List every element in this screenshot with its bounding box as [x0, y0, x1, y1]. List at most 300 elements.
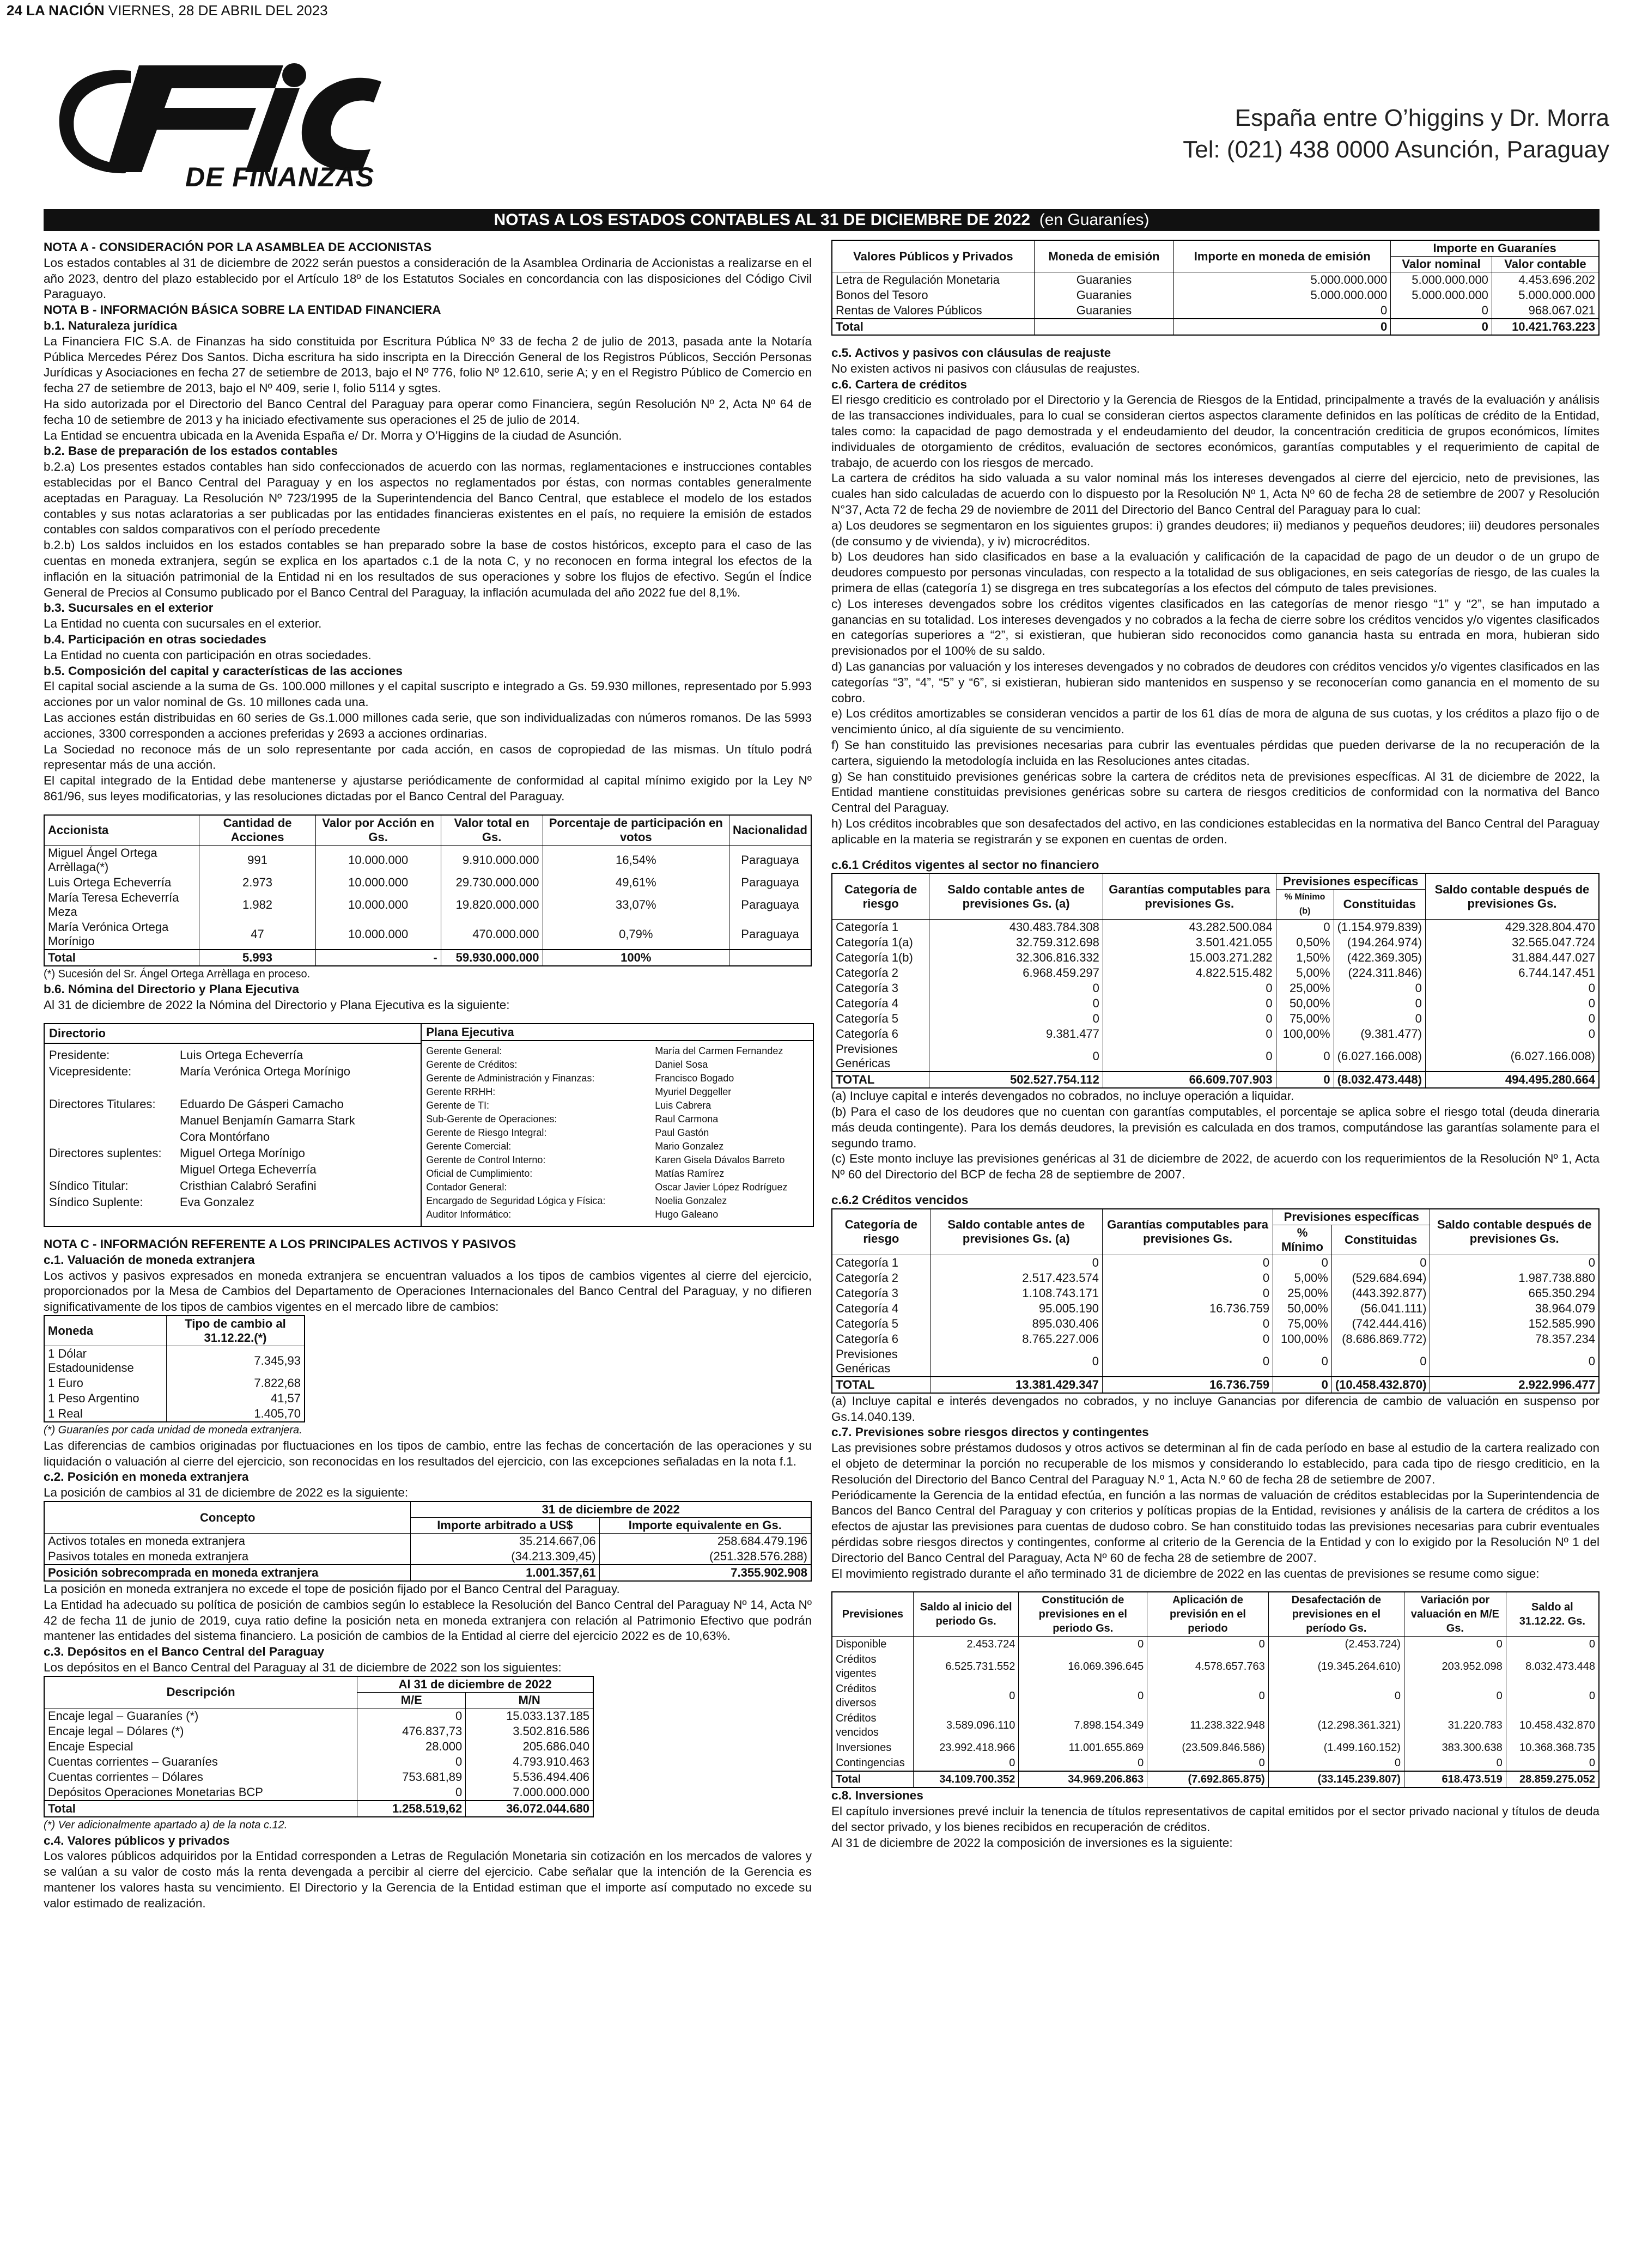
paragraph: La Entidad no cuenta con participación en otras sociedades.	[44, 648, 372, 662]
table-header: Previsiones específicas	[1273, 1209, 1430, 1225]
table-row	[832, 1331, 1599, 1347]
table-cell: 430.483.784.308	[929, 920, 1103, 935]
table-cell: 32.306.816.332	[929, 950, 1103, 965]
table-cell: 16,54%	[543, 845, 729, 875]
table-cell: (251.328.576.288)	[599, 1549, 811, 1565]
table-cell: 0,50%	[1276, 935, 1334, 950]
table-cell: 16.736.759	[1102, 1301, 1273, 1316]
subsection-heading: c.8. Inversiones	[831, 1789, 923, 1803]
table-row	[44, 1376, 305, 1391]
board-list	[45, 1024, 422, 1226]
table-row	[832, 1637, 1599, 1652]
table-cell: 0	[1391, 319, 1492, 335]
table-row	[832, 1740, 1599, 1755]
table-header: Previsiones	[832, 1592, 913, 1637]
paragraph: Periódicamente la Gerencia de la entidad efectúa, en función a las normas de valuación de créditos establecidas por la Superintendencia de Bancos del Banco Central del Paraguay y con criterios y políticas propias de la Entidad, revisiones y análisis de la cartera de créditos a los efectos de ajustar las previsiones para cuentas de dudoso cobro. Se han constituido todas las previsiones necesarias para cubrir eventuales pérdidas sobre riesgos directos y contingentes, conforme al criterio de la Gerencia de la Entidad y con lo exigido por la Resolución Nº 1 del Directorio del Banco Central del Paraguay, Acta Nº 60 de fecha 28 de setiembre de 2007.	[831, 1488, 1600, 1565]
table-cell: 5.993	[199, 950, 315, 966]
table-cell: 0	[929, 996, 1103, 1011]
table-cell: 47	[199, 920, 315, 950]
paragraph: a) Los deudores se segmentaron en los siguientes grupos: i) grandes deudores; ii) medianos y pequeños deudores; iii) deudores personales (de consumo y de vivienda), y iv) microcréditos.	[831, 518, 1600, 548]
table-cell: 0	[1268, 1681, 1404, 1711]
table-row	[832, 1347, 1599, 1377]
table-cell: 32.565.047.724	[1425, 935, 1599, 950]
table-cell: Paraguaya	[729, 875, 811, 890]
table-cell: 0	[930, 1255, 1102, 1270]
table-cell: 0	[930, 1347, 1102, 1377]
table-header: Garantías computables para previsiones Gs.	[1102, 1209, 1273, 1255]
table-cell: (12.298.361.321)	[1268, 1711, 1404, 1740]
table-header: M/E	[357, 1692, 466, 1708]
table-header: Moneda	[44, 1316, 166, 1346]
roster-role	[49, 1129, 180, 1145]
table-cell: 0	[1334, 996, 1425, 1011]
paper-name: LA NACIÓN	[26, 2, 105, 19]
table-header-row	[832, 873, 1599, 890]
table-cell	[729, 950, 811, 966]
roster-person: Cristhian Calabró Serafini	[180, 1179, 317, 1193]
table-cell: 9.381.477	[929, 1026, 1103, 1042]
executive-list	[422, 1024, 813, 1226]
table-cell: 66.609.707.903	[1103, 1072, 1276, 1088]
table-row	[44, 1534, 811, 1549]
table-cell: Pasivos totales en moneda extranjera	[44, 1549, 411, 1565]
shareholders-table	[44, 814, 812, 966]
table-cell: Créditos vigentes	[832, 1652, 913, 1681]
table-cell: Categoría 1	[832, 1255, 930, 1270]
table-cell: 1.405,70	[166, 1406, 305, 1422]
table-cell: 0	[1019, 1755, 1147, 1771]
address-line: España entre O’higgins y Dr. Morra	[1234, 105, 1609, 131]
paragraph: Las diferencias de cambios originadas por fluctuaciones en los tipos de cambio, entre las fechas de concertación de las operaciones y su liquidación o valuación al cierre del ejercicio, son reconocidas en los resultados del ejercicio, con las excepciones señaladas en la nota f.1.	[44, 1438, 812, 1468]
roster-role: Síndico Titular:	[49, 1179, 129, 1193]
subsection-heading: b.5. Composición del capital y características de las acciones	[44, 664, 403, 678]
roster-person: Miguel Ortega Morínigo	[180, 1146, 305, 1160]
table-cell: 0	[1102, 1270, 1273, 1286]
table-cell: Previsiones Genéricas	[832, 1347, 930, 1377]
spacer	[44, 1227, 812, 1237]
subsection-heading: b.6. Nómina del Directorio y Plana Ejecutiva	[44, 982, 299, 996]
subsection-heading: b.1. Naturaleza jurídica	[44, 318, 178, 332]
paragraph: e) Los créditos amortizables se consideran vencidos a partir de los 61 días de mora de alguna de sus cuotas, y los créditos a plazo fijo o de vencimiento único, al día siguiente de su vencimiento.	[831, 707, 1600, 737]
table-cell: Encaje legal – Guaraníes (*)	[44, 1708, 357, 1724]
table-cell: 0	[357, 1754, 466, 1770]
table-row	[832, 950, 1599, 965]
table-cell: 0	[913, 1681, 1018, 1711]
table-cell: 0	[1103, 1026, 1276, 1042]
table-header: Saldo al inicio del periodo Gs.	[913, 1592, 1018, 1637]
table-cell: 75,00%	[1276, 1011, 1334, 1026]
spacer	[44, 1013, 812, 1023]
roster-role: Gerente de Riesgo Integral:	[426, 1127, 547, 1139]
table-header: Descripción	[44, 1676, 357, 1708]
table-cell: Categoría 1	[832, 920, 929, 935]
table-cell: (9.381.477)	[1334, 1026, 1425, 1042]
roster-row	[49, 1112, 416, 1129]
paragraph: La posición de cambios al 31 de diciembre de 2022 es la siguiente:	[44, 1486, 409, 1500]
roster-row	[49, 1080, 416, 1096]
roster-row	[426, 1181, 808, 1194]
paragraph: Los estados contables al 31 de diciembre de 2022 serán puestos a consideración de la Asamblea Ordinaria de Accionistas a realizarse en el año 2023, dentro del plazo establecido por el Artículo 18º de los Estatutos Sociales en concordancia con las disposiciones del Código Civil Paraguayo.	[44, 256, 812, 301]
table-row	[832, 965, 1599, 981]
roster-person: María Verónica Ortega Morínigo	[180, 1065, 351, 1079]
page-header	[7, 2, 328, 19]
table-header: Garantías computables para previsiones Gs.	[1103, 873, 1276, 920]
roster-person: Mario Gonzalez	[655, 1141, 724, 1152]
roster-role: Vicepresidente:	[49, 1065, 132, 1079]
table-cell: 1 Euro	[44, 1376, 166, 1391]
table-header-row	[832, 1592, 1599, 1637]
table-cell: 35.214.667,06	[411, 1534, 599, 1549]
table-cell: (34.213.309,45)	[411, 1549, 599, 1565]
roster-row	[426, 1072, 808, 1085]
executive-heading: Plana Ejecutiva	[422, 1024, 813, 1041]
table-row	[832, 1026, 1599, 1042]
table-total-row	[44, 950, 811, 966]
title-banner	[44, 209, 1600, 231]
table-total-row	[832, 319, 1599, 335]
paragraph: g) Se han constituido previsiones genéricas sobre la cartera de créditos neta de previsiones específicas. Al 31 de diciembre de 2022, la Entidad mantiene constituidas previsiones genéricas sobre su cartera de riesgos crediticios de conformidad con la normativa del Banco Central del Paraguay.	[831, 769, 1600, 815]
table-cell: 494.495.280.664	[1425, 1072, 1599, 1088]
table-header: Accionista	[44, 815, 199, 846]
roster-row	[426, 1044, 808, 1058]
table-row	[832, 1652, 1599, 1681]
table-cell: 203.952.098	[1404, 1652, 1506, 1681]
table-cell: Guaranies	[1034, 288, 1173, 303]
table-footnote: (*) Ver adicionalmente apartado a) de la nota c.12.	[44, 1819, 288, 1831]
table-cell: 0	[929, 1042, 1103, 1072]
table-total-row	[44, 1565, 811, 1581]
table-header: Al 31 de diciembre de 2022	[357, 1676, 593, 1693]
subsection-heading: c.6.1 Créditos vigentes al sector no financiero	[831, 858, 1099, 872]
table-header: Saldo contable después de previsiones Gs.	[1425, 873, 1599, 920]
table-cell: (224.311.846)	[1334, 965, 1425, 981]
roster-person: Karen Gisela Dávalos Barreto	[655, 1154, 785, 1166]
spacer	[831, 1582, 1600, 1591]
paragraph: El capítulo inversiones prevé incluir la tenencia de títulos representativos de capital emitidos por el sector privado nacional y títulos de deuda del sector privado, y los bienes recibidos en recuperación de créditos.	[831, 1804, 1600, 1834]
table-cell: -	[315, 950, 441, 966]
subsection-heading: c.6.2 Créditos vencidos	[831, 1193, 969, 1207]
subsection-heading: c.4. Valores públicos y privados	[44, 1833, 230, 1847]
table-cell: 0	[1147, 1681, 1269, 1711]
table-cell: 618.473.519	[1404, 1771, 1506, 1787]
paragraph: Ha sido autorizada por el Directorio del Banco Central del Paraguay para operar como Financiera, según Resolución Nº 2, Acta Nº 64 de fecha 10 de setiembre de 2013 y ha iniciado efectivamente sus operaciones el 25 de julio de 2014.	[44, 397, 812, 427]
table-footnote: (a) Incluye capital e interés devengados no cobrados, no incluye operación a liquidar.	[831, 1089, 1294, 1103]
table-cell: 205.686.040	[466, 1739, 593, 1754]
roster-role	[49, 1112, 180, 1129]
table-cell: 0	[929, 981, 1103, 996]
roster-row	[426, 1126, 808, 1140]
table-header-row	[832, 1209, 1599, 1225]
table-cell: 753.681,89	[357, 1770, 466, 1785]
current-loans-table	[831, 873, 1600, 1089]
table-cell: 0	[1273, 1377, 1332, 1393]
table-cell: 0	[1425, 981, 1599, 996]
paragraph: Las previsiones sobre préstamos dudosos y otros activos se determinan al fin de cada período en base al estudio de la cartera realizado con el objeto de determinar la porción no recuperable de los mismos y considerando lo establecido, para cada tipo de riesgo crediticio, en la Resolución del Directorio del Banco Central del Paraguay N.º 1, Acta N.º 60 de fecha 28 de setiembre de 2007.	[831, 1441, 1600, 1486]
table-cell: 968.067.021	[1492, 303, 1599, 319]
table-row	[832, 1755, 1599, 1771]
table-cell: Posición sobrecomprada en moneda extranjera	[44, 1565, 411, 1581]
table-cell: 11.001.655.869	[1019, 1740, 1147, 1755]
table-cell: 10.000.000	[315, 890, 441, 920]
table-cell: 6.744.147.451	[1425, 965, 1599, 981]
table-cell: 0	[1102, 1255, 1273, 1270]
table-cell: 33,07%	[543, 890, 729, 920]
table-cell: 895.030.406	[930, 1316, 1102, 1331]
table-cell: 0	[1102, 1331, 1273, 1347]
spacer	[831, 848, 1600, 858]
subsection-heading: c.5. Activos y pasivos con cláusulas de reajuste	[831, 346, 1111, 360]
table-cell: (33.145.239.807)	[1268, 1771, 1404, 1787]
table-cell: 0	[1331, 1347, 1430, 1377]
table-cell: Depósitos Operaciones Monetarias BCP	[44, 1785, 357, 1801]
table-header: Categoría de riesgo	[832, 1209, 930, 1255]
table-cell: 3.589.096.110	[913, 1711, 1018, 1740]
table-row	[832, 1042, 1599, 1072]
table-cell: 0	[1103, 996, 1276, 1011]
table-cell: 4.578.657.763	[1147, 1652, 1269, 1681]
roster-person: Matías Ramírez	[655, 1168, 725, 1179]
table-cell: 0	[1102, 1286, 1273, 1301]
subsection-heading: b.2. Base de preparación de los estados contables	[44, 444, 338, 458]
roster-row	[49, 1063, 416, 1080]
table-cell: Categoría 3	[832, 981, 929, 996]
table-cell: 0	[1147, 1755, 1269, 1771]
table-cell: 9.910.000.000	[441, 845, 543, 875]
table-cell: 10.458.432.870	[1506, 1711, 1599, 1740]
table-cell: 10.000.000	[315, 920, 441, 950]
table-cell: 10.000.000	[315, 845, 441, 875]
paragraph: La Financiera FIC S.A. de Finanzas ha sido constituida por Escritura Pública Nº 33 de fecha 2 de julio de 2013, pasada ante la Notaría Pública Mercedes Pérez Dos Santos. Dicha escritura ha sido inscripta en la Dirección General de los Registros Públicos, Sección Personas Jurídicas y Asociaciones en fecha 27 de setiembre de 2013, bajo el Nº 776, folio Nº 12.610, serie A; y en el Registro Público de Comercio en fecha 27 de setiembre de 2013, bajo el Nº 409, serie I, folio 5114 y sgtes.	[44, 334, 812, 396]
table-header: Importe en moneda de emisión	[1174, 240, 1391, 272]
roster-row	[49, 1162, 416, 1178]
table-cell: 1.982	[199, 890, 315, 920]
table-cell: 0	[1404, 1755, 1506, 1771]
roster-row	[49, 1047, 416, 1063]
roster-row	[49, 1145, 416, 1162]
table-cell: 0	[1019, 1637, 1147, 1652]
table-cell: 0	[1174, 303, 1391, 319]
table-row	[832, 1301, 1599, 1316]
table-cell: (10.458.432.870)	[1331, 1377, 1430, 1393]
paragraph: La posición en moneda extranjera no excede el tope de posición fijado por el Banco Central del Paraguay.	[44, 1582, 620, 1596]
paragraph: c) Los intereses devengados sobre los créditos vigentes clasificados en las categorías de menor riesgo “1” y “2”, se han imputado a ganancias en su totalidad. Los intereses devengados y no cobrados a la fecha de cierre sobre los créditos vencidos y/o vigentes clasificados en categorías superiores a “2”, si existieran, que hubieran sido reconocidos como ganancia hasta su entrada en mora, hubieran sido previsionados por el 100% de su saldo.	[831, 597, 1600, 658]
table-body	[832, 272, 1599, 319]
table-cell: 50,00%	[1273, 1301, 1332, 1316]
table-cell: 2.517.423.574	[930, 1270, 1102, 1286]
table-cell: 0	[1103, 1011, 1276, 1026]
table-body	[832, 1255, 1599, 1377]
table-cell: TOTAL	[832, 1377, 930, 1393]
paragraph: Los valores públicos adquiridos por la Entidad corresponden a Letras de Regulación Monetaria sin cotización en los mercados de valores y se valúan a su valor de costo más la renta devengada a percibir al cierre del ejercicio. Cabe señalar que la intención de la Gerencia es mantener los valores hasta su vencimiento. El Directorio y la Gerencia de la Entidad estiman que el importe así computado no excede su valor estimado de realización.	[44, 1849, 812, 1910]
table-header-row	[832, 240, 1599, 257]
roster-person: Oscar Javier López Rodríguez	[655, 1182, 788, 1193]
table-cell: 7.898.154.349	[1019, 1711, 1147, 1740]
subsection-heading: b.4. Participación en otras sociedades	[44, 632, 266, 646]
roster-row	[426, 1099, 808, 1112]
table-cell: 8.032.473.448	[1506, 1652, 1599, 1681]
table-cell: 78.357.234	[1430, 1331, 1599, 1347]
table-cell: 10.421.763.223	[1492, 319, 1599, 335]
subsection-heading: c.7. Previsiones sobre riesgos directos y contingentes	[831, 1425, 1149, 1439]
paragraph: El movimiento registrado durante el año terminado 31 de diciembre de 2022 en las cuentas de previsiones se resume como sigue:	[831, 1566, 1540, 1580]
table-cell: 0	[929, 1011, 1103, 1026]
table-cell: 5.000.000.000	[1391, 272, 1492, 288]
table-cell: Categoría 2	[832, 965, 929, 981]
table-row	[44, 1346, 305, 1376]
roster-row	[426, 1194, 808, 1208]
table-cell: 6.968.459.297	[929, 965, 1103, 981]
roster-row	[49, 1129, 416, 1145]
table-cell: 0	[1273, 1347, 1332, 1377]
roster-person: Hugo Galeano	[655, 1209, 719, 1220]
roster-role: Síndico Suplente:	[49, 1195, 143, 1209]
logo-tagline: DE FINANZAS	[185, 162, 375, 192]
table-cell: 991	[199, 845, 315, 875]
spacer	[831, 1183, 1600, 1193]
table-cell: Guaranies	[1034, 303, 1173, 319]
table-cell: 1,50%	[1276, 950, 1334, 965]
table-cell: 1.001.357,61	[411, 1565, 599, 1581]
table-cell: Paraguaya	[729, 920, 811, 950]
table-header: Porcentaje de participación en votos	[543, 815, 729, 846]
table-row	[44, 1739, 593, 1754]
paragraph: La Entidad ha adecuado su política de posición de cambios según lo establece la Resolución del Banco Central del Paraguay Nº 14, Acta Nº 42 de fecha 11 de junio de 2019, cuya ratio define la posición neta en moneda extranjera con relación al Patrimonio Efectivo que podrán mantener las entidades del sistema financiero. La posición de cambios de la Entidad al cierre del ejercicio 2022 es de 10,63%.	[44, 1597, 812, 1643]
table-header-row	[44, 1501, 811, 1518]
page-number: 24	[7, 2, 22, 19]
table-cell: Total	[44, 950, 199, 966]
table-cell: (8.032.473.448)	[1334, 1072, 1425, 1088]
table-cell: Disponible	[832, 1637, 913, 1652]
page-date: VIERNES, 28 DE ABRIL DEL 2023	[108, 2, 328, 19]
table-cell: 0	[1334, 981, 1425, 996]
table-cell: 5.000.000.000	[1391, 288, 1492, 303]
table-cell: (1.499.160.152)	[1268, 1740, 1404, 1755]
table-cell: 11.238.322.948	[1147, 1711, 1269, 1740]
table-header: Importe arbitrado a US$	[411, 1518, 599, 1534]
table-cell: 25,00%	[1276, 981, 1334, 996]
table-cell: Categoría 5	[832, 1316, 930, 1331]
table-cell: 32.759.312.698	[929, 935, 1103, 950]
table-row	[832, 920, 1599, 935]
table-cell: 0	[1276, 1072, 1334, 1088]
table-cell: 0	[1273, 1255, 1332, 1270]
paragraph: b.2.a) Los presentes estados contables han sido confeccionados de acuerdo con las normas, reglamentaciones e instrucciones contables establecidas por el Banco Central del Paraguay y en los aspectos no reglamentados por éstas, con normas contables generalmente aceptadas en Paraguay. La Resolución Nº 723/1995 de la Superintendencia del Banco Central, que establece el modelo de los estados contables y sus notas aclaratorias a ser publicadas por las entidades financieras existentes en el país, no requiere la emisión de estados contables con saldos comparativos con el período precedente	[44, 460, 812, 537]
table-header: Saldo contable después de previsiones Gs.	[1430, 1209, 1599, 1255]
table-cell: 0	[1430, 1255, 1599, 1270]
table-cell: (194.264.974)	[1334, 935, 1425, 950]
roster-role: Gerente de Control Interno:	[426, 1154, 546, 1166]
table-cell: Encaje legal – Dólares (*)	[44, 1724, 357, 1739]
table-row	[44, 845, 811, 875]
table-total-row	[832, 1072, 1599, 1088]
table-cell: 36.072.044.680	[466, 1801, 593, 1817]
table-cell: 2.453.724	[913, 1637, 1018, 1652]
roster-row	[426, 1140, 808, 1153]
table-row	[44, 1391, 305, 1406]
table-cell: 0,79%	[543, 920, 729, 950]
table-cell: TOTAL	[832, 1072, 929, 1088]
table-cell	[1034, 319, 1173, 335]
roster-row	[426, 1167, 808, 1181]
paragraph: b.2.b) Los saldos incluidos en los estados contables se han preparado sobre la base de costos históricos, excepto para el caso de las cuentas en moneda extranjera, según se explica en los apartados c.1 de la nota C, y no reconocen en forma integral los efectos de la inflación en la situación patrimonial de la Entidad ni en los resultados de sus operaciones y sobre los flujos de efectivo. Según el Índice General de Precios al Consumo publicado por el Banco Central del Paraguay, la inflación acumulada del año 2022 fue del 8,1%.	[44, 538, 812, 599]
table-cell: 0	[1430, 1347, 1599, 1377]
table-header: Aplicación de previsión en el periodo	[1147, 1592, 1269, 1637]
table-total-row	[44, 1801, 593, 1817]
table-row	[832, 1316, 1599, 1331]
table-cell: 383.300.638	[1404, 1740, 1506, 1755]
table-row	[44, 1406, 305, 1422]
right-column	[831, 240, 1600, 1851]
table-cell: Contingencias	[832, 1755, 913, 1771]
table-cell: 0	[1103, 981, 1276, 996]
roster-person: Eva Gonzalez	[180, 1195, 254, 1209]
table-cell: (7.692.865.875)	[1147, 1771, 1269, 1787]
roster-person: Daniel Sosa	[655, 1059, 708, 1071]
roster-person: Raul Carmona	[655, 1114, 719, 1125]
table-cell: 0	[1019, 1681, 1147, 1711]
table-row	[832, 288, 1599, 303]
section-heading: NOTA B - INFORMACIÓN BÁSICA SOBRE LA ENTIDAD FINANCIERA	[44, 303, 441, 317]
table-cell: 6.525.731.552	[913, 1652, 1018, 1681]
table-header: Valor contable	[1492, 257, 1599, 272]
table-cell: 0	[1425, 996, 1599, 1011]
table-row	[832, 1681, 1599, 1711]
subsection-heading: c.3. Depósitos en el Banco Central del Paraguay	[44, 1645, 325, 1659]
table-cell: Inversiones	[832, 1740, 913, 1755]
table-cell: 429.328.804.470	[1425, 920, 1599, 935]
table-cell: 0	[357, 1785, 466, 1801]
board-members	[49, 1047, 416, 1211]
table-cell: 15.003.271.282	[1103, 950, 1276, 965]
table-cell: 31.884.447.027	[1425, 950, 1599, 965]
table-footnote: (*) Guaraníes por cada unidad de moneda extranjera.	[44, 1424, 302, 1437]
table-header: Previsiones específicas	[1276, 873, 1425, 890]
table-total-row	[832, 1771, 1599, 1787]
table-cell: 0	[1102, 1347, 1273, 1377]
table-cell: 0	[1425, 1026, 1599, 1042]
table-cell: 19.820.000.000	[441, 890, 543, 920]
table-cell: (23.509.846.586)	[1147, 1740, 1269, 1755]
table-header: % Mínimo	[1273, 1225, 1332, 1255]
board-heading: Directorio	[45, 1024, 421, 1044]
table-cell: 2.973	[199, 875, 315, 890]
table-header: Saldo contable antes de previsiones Gs. (a)	[929, 873, 1103, 920]
table-cell: (6.027.166.008)	[1425, 1042, 1599, 1072]
table-cell: 50,00%	[1276, 996, 1334, 1011]
table-cell: 0	[1506, 1681, 1599, 1711]
table-cell: (8.686.869.772)	[1331, 1331, 1430, 1347]
table-cell: 49,61%	[543, 875, 729, 890]
paragraph: f) Se han constituido las previsiones necesarias para cubrir las eventuales pérdidas que pueden derivarse de la no recuperación de la cartera, siguiendo la metodología incluida en las Resoluciones antes citadas.	[831, 738, 1600, 768]
paragraph: El capital social asciende a la suma de Gs. 100.000 millones y el capital suscripto e integrado a Gs. 59.930 millones, representado por 5.993 acciones por un valor nominal de Gs. 10 millones cada una.	[44, 679, 812, 709]
table-cell: Activos totales en moneda extranjera	[44, 1534, 411, 1549]
roster-person: Cora Montórfano	[180, 1130, 270, 1144]
table-body	[44, 1346, 305, 1422]
table-header: Concepto	[44, 1501, 411, 1534]
table-row	[44, 1549, 811, 1565]
table-cell: 25,00%	[1273, 1286, 1332, 1301]
table-cell: 5,00%	[1273, 1270, 1332, 1286]
table-cell: 75,00%	[1273, 1316, 1332, 1331]
table-header: Importe en Guaraníes	[1391, 240, 1599, 257]
table-cell: María Teresa Echeverría Meza	[44, 890, 199, 920]
table-cell: 43.282.500.084	[1103, 920, 1276, 935]
table-cell: María Verónica Ortega Morínigo	[44, 920, 199, 950]
phone-line: Tel: (021) 438 0000 Asunción, Paraguay	[1183, 136, 1609, 163]
table-header: Constitución de previsiones en el periodo Gs.	[1019, 1592, 1147, 1637]
table-cell: (529.684.694)	[1331, 1270, 1430, 1286]
table-cell: Categoría 1(a)	[832, 935, 929, 950]
